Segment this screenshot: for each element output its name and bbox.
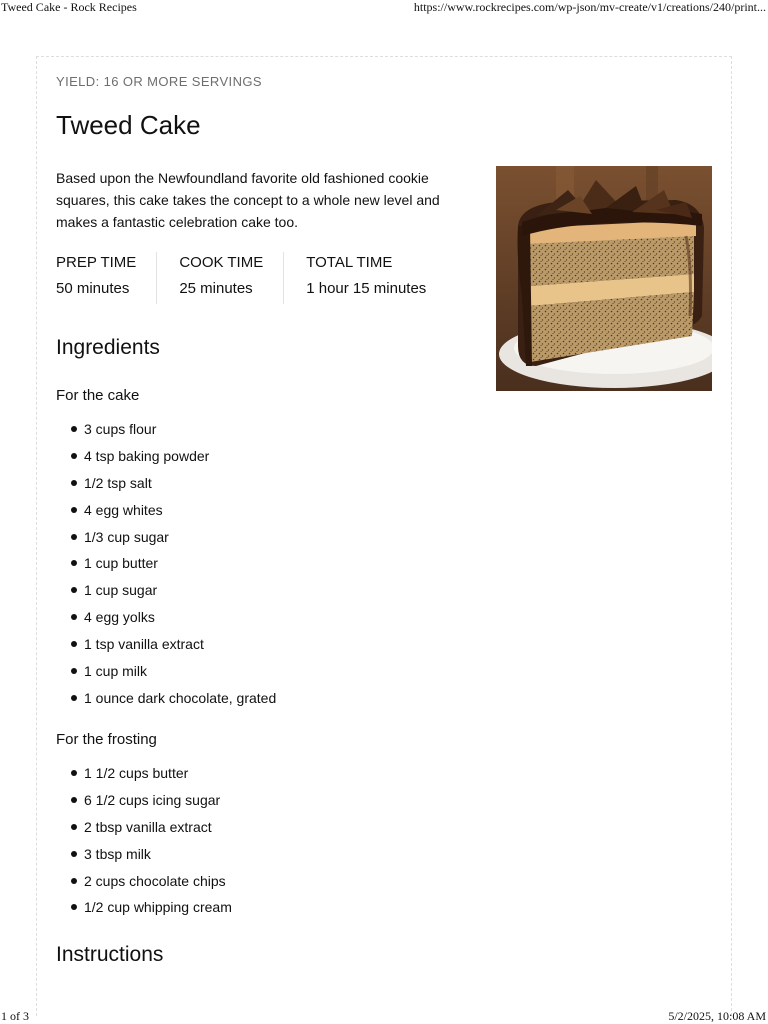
prep-time [56,252,157,304]
ingredient-text: 1/3 cup sugar [84,528,169,545]
bullet-icon [71,453,77,459]
bullet-icon [71,641,77,647]
print-datetime: 5/2/2025, 10:08 AM [668,1009,766,1023]
bullet-icon [71,878,77,884]
bullet-icon [71,426,77,432]
ingredient-text: 1/2 cup whipping cream [84,899,232,916]
bullet-icon [71,534,77,540]
ingredient-text: 1 cup sugar [84,582,158,599]
recipe-description: Based upon the Newfoundland favorite old fashioned cookie squares, this cake takes the concept to a whole new level and makes a fantastic celebration cake too. [56,170,440,230]
ingredients-heading: Ingredients [56,336,160,359]
bullet-icon [71,507,77,513]
recipe-yield: YIELD: 16 OR MORE SERVINGS [56,74,262,89]
ingredient-text: 1 ounce dark chocolate, grated [84,689,277,706]
cook-time [179,252,284,304]
cook-time-value: 25 minutes [179,280,253,297]
bullet-icon [71,797,77,803]
ingredient-text: 1/2 tsp salt [84,474,152,491]
ingredient-text: 4 egg yolks [84,609,155,626]
list-item [56,688,276,715]
print-header [0,0,768,16]
recipe-title: Tweed Cake [56,110,201,140]
bullet-icon [71,560,77,566]
list-item [56,817,232,844]
bullet-icon [71,480,77,486]
ingredient-text: 1 tsp vanilla extract [84,636,204,653]
page-number: 1 of 3 [1,1009,29,1023]
total-time-value: 1 hour 15 minutes [306,280,427,297]
ingredient-text: 3 cups flour [84,421,157,437]
list-item [56,844,232,871]
ingredient-text: 4 tsp baking powder [84,447,210,464]
list-item [56,634,276,661]
ingredient-text: 2 cups chocolate chips [84,872,226,889]
bullet-icon [71,824,77,830]
list-item [56,897,232,924]
list-item [56,419,276,446]
total-time [306,252,426,304]
bullet-icon [71,587,77,593]
list-item [56,446,276,473]
list-item [56,500,276,527]
list-item [56,790,232,817]
ingredient-text: 1 cup milk [84,663,148,680]
ingredient-text: 3 tbsp milk [84,845,151,862]
bullet-icon [71,770,77,776]
ingredient-text: 6 1/2 cups icing sugar [84,791,221,808]
cake-ingredients-list [56,419,276,715]
list-item [56,607,276,634]
frosting-ingredients-heading: For the frosting [56,731,157,748]
ingredient-text: 1 cup butter [84,555,158,572]
list-item [56,871,232,898]
bullet-icon [71,851,77,857]
bullet-icon [71,695,77,701]
recipe-times [56,252,426,304]
list-item [56,527,276,554]
print-header-url[interactable]: https://www.rockrecipes.com/wp-json/mv-create/v1/creations/240/print... [413,0,766,14]
prep-time-label: PREP TIME [56,254,137,271]
list-item [56,661,276,688]
prep-time-value: 50 minutes [56,280,130,297]
cake-ingredients-heading: For the cake [56,387,140,404]
bullet-icon [71,668,77,674]
bullet-icon [71,614,77,620]
recipe-photo [496,166,712,391]
instructions-heading: Instructions [56,943,164,966]
cook-time-label: COOK TIME [179,254,264,271]
ingredient-text: 1 1/2 cups butter [84,765,189,781]
print-footer [0,1009,768,1024]
list-item [56,763,232,790]
frosting-ingredients-list [56,763,232,924]
total-time-label: TOTAL TIME [306,254,393,271]
bullet-icon [71,904,77,910]
list-item [56,473,276,500]
ingredient-text: 2 tbsp vanilla extract [84,818,212,835]
list-item [56,553,276,580]
list-item [56,580,276,607]
print-header-title: Tweed Cake - Rock Recipes [1,0,137,14]
ingredient-text: 4 egg whites [84,501,163,518]
